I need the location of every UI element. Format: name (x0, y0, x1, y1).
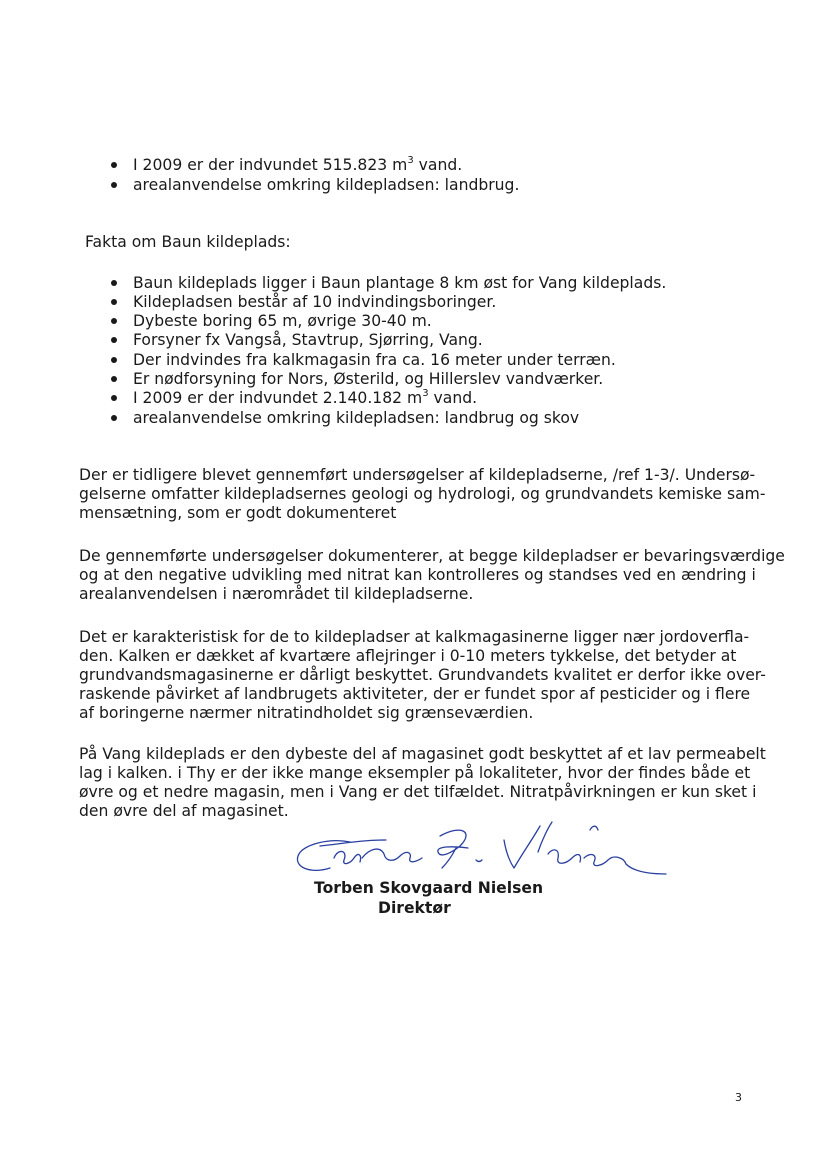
bullet-marker (111, 357, 117, 363)
paragraph-line: mensætning, som er godt dokumenteret (79, 504, 397, 522)
paragraph-line: grundvandsmagasinerne er dårligt beskyttet. Grundvandets kvalitet er derfor ikke over- (79, 666, 766, 684)
list-item: arealanvendelse omkring kildepladsen: landbrug og skov (133, 409, 580, 427)
bullet-marker (111, 376, 117, 382)
handwritten-signature (290, 818, 670, 888)
bullet-marker (111, 299, 117, 305)
bullet-marker (111, 182, 117, 188)
paragraph-line: Der er tidligere blevet gennemført undersøgelser af kildepladserne, /ref 1-3/. Undersø- (79, 466, 756, 484)
paragraph-line: af boringerne nærmer nitratindholdet sig grænseværdien. (79, 704, 534, 722)
facts-heading: Fakta om Baun kildeplads: (85, 233, 291, 251)
bullet-marker (111, 395, 117, 401)
list-item: Forsyner fx Vangså, Stavtrup, Sjørring, Vang. (133, 331, 483, 349)
paragraph-line: raskende påvirket af landbrugets aktiviteter, der er fundet spor af pesticider og i flere (79, 685, 751, 703)
list-item: Kildepladsen består af 10 indvindingsboringer. (133, 293, 497, 311)
list-item: Er nødforsyning for Nors, Østerild, og Hillerslev vandværker. (133, 370, 604, 388)
paragraph-line: øvre og et nedre magasin, men i Vang er det tilfældet. Nitratpåvirkningen er kun sket i (79, 783, 757, 801)
paragraph-line: den. Kalken er dækket af kvartære aflejringer i 0-10 meters tykkelse, det betyder at (79, 647, 737, 665)
list-item: arealanvendelse omkring kildepladsen: landbrug. (133, 176, 520, 194)
paragraph-line: den øvre del af magasinet. (79, 802, 289, 820)
list-item: Der indvindes fra kalkmagasin fra ca. 16 meter under terræn. (133, 351, 616, 369)
page-number: 3 (735, 1091, 742, 1104)
list-item: I 2009 er der indvundet 515.823 $m^3$ vand. (133, 154, 463, 174)
paragraph-line: gelserne omfatter kildepladsernes geologi og hydrologi, og grundvandets kemiske sam- (79, 485, 766, 503)
paragraph-line: og at den negative udvikling med nitrat kan kontrolleres og standses ved en ændring i (79, 566, 756, 584)
bullet-marker (111, 337, 117, 343)
paragraph-line: De gennemførte undersøgelser dokumenterer, at begge kildepladser er bevaringsværdige (79, 547, 785, 565)
paragraph-line: lag i kalken. i Thy er der ikke mange eksempler på lokaliteter, hvor der findes både et (79, 764, 751, 782)
signatory-name: Torben Skovgaard Nielsen (314, 879, 544, 897)
list-item: Baun kildeplads ligger i Baun plantage 8 km øst for Vang kildeplads. (133, 274, 667, 292)
paragraph-line: På Vang kildeplads er den dybeste del af magasinet godt beskyttet af et lav permeabelt (79, 745, 766, 763)
list-item: Dybeste boring 65 m, øvrige 30-40 m. (133, 312, 432, 330)
bullet-marker (111, 415, 117, 421)
bullet-marker (111, 318, 117, 324)
paragraph-line: arealanvendelsen i nærområdet til kildepladserne. (79, 585, 474, 603)
paragraph-line: Det er karakteristisk for de to kildepladser at kalkmagasinerne ligger nær jordoverfla- (79, 628, 750, 646)
bullet-marker (111, 162, 117, 168)
bullet-marker (111, 280, 117, 286)
list-item: I 2009 er der indvundet 2.140.182 $m^3$ vand. (133, 387, 478, 407)
signatory-title: Direktør (378, 899, 451, 917)
